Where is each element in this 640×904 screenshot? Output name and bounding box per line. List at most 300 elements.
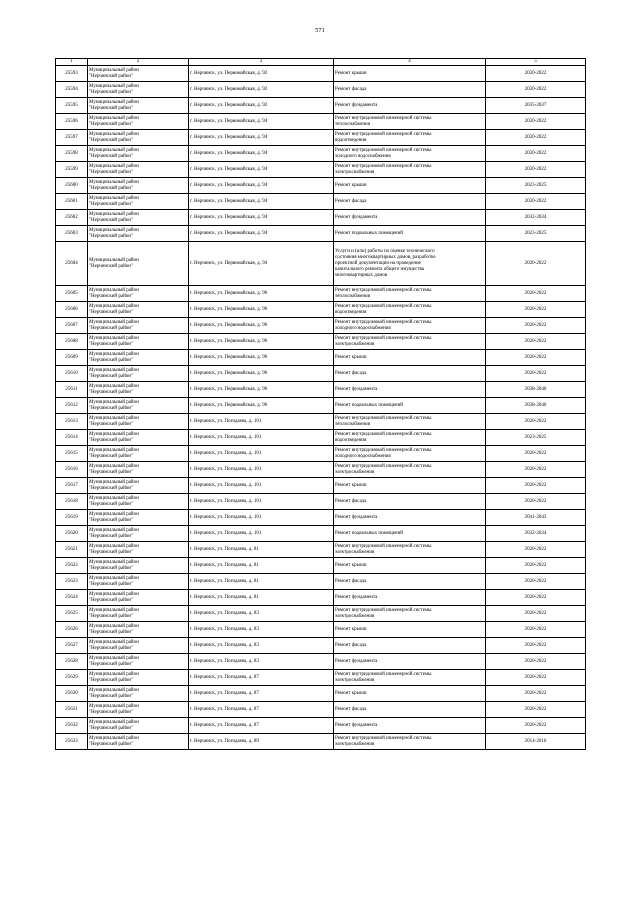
district-line: "Нерчинский район"	[89, 185, 133, 191]
district-cell	[88, 334, 189, 350]
period-cell: 2020-2022	[486, 606, 586, 622]
table-row	[56, 670, 586, 686]
address-cell: г. Нерчинск, ул. Погодаева, д. 87	[189, 702, 334, 718]
district-line: "Нерчинский район"	[89, 325, 133, 331]
work-type-line: Ремонт фундамента	[335, 658, 378, 664]
district-cell	[88, 130, 189, 146]
district-line: "Нерчинский район"	[89, 677, 133, 683]
address-cell: г. Нерчинск, ул. Погодаева, д. 89	[189, 734, 334, 750]
address-cell: г. Нерчинск, ул. Погодаева, д. 83	[189, 638, 334, 654]
address-cell: г. Нерчинск, ул. Погодаева, д. 101	[189, 510, 334, 526]
row-id-cell: 25602	[56, 210, 88, 226]
district-cell	[88, 462, 189, 478]
table-row	[56, 178, 586, 194]
work-type-line: Ремонт крыши	[335, 70, 367, 76]
row-id-cell: 25619	[56, 510, 88, 526]
district-line: "Нерчинский район"	[89, 613, 133, 619]
district-cell	[88, 446, 189, 462]
period-cell: 2014-2016	[486, 734, 586, 750]
address-cell: г. Нерчинск, ул. Погодаева, д. 81	[189, 558, 334, 574]
work-type-line: Ремонт фундамента	[335, 386, 378, 392]
work-type-cell	[334, 510, 486, 526]
district-cell	[88, 226, 189, 242]
work-type-cell	[334, 114, 486, 130]
district-cell	[88, 734, 189, 750]
period-cell: 2020-2022	[486, 718, 586, 734]
address-cell: г. Нерчинск, ул. Первомайская, д. 96	[189, 366, 334, 382]
address-cell: г. Нерчинск, ул. Погодаева, д. 83	[189, 606, 334, 622]
district-line: "Нерчинский район"	[89, 549, 133, 555]
work-type-cell	[334, 350, 486, 366]
work-type-line: электроснабжения	[335, 741, 375, 747]
district-line: "Нерчинский район"	[89, 293, 133, 299]
row-id-cell: 25629	[56, 670, 88, 686]
row-id-cell: 25626	[56, 622, 88, 638]
row-id-cell: 25593	[56, 66, 88, 82]
district-line: "Нерчинский район"	[89, 153, 133, 159]
row-id-cell: 25601	[56, 194, 88, 210]
table-row	[56, 382, 586, 398]
period-cell: 2020-2022	[486, 350, 586, 366]
address-cell: г. Нерчинск, ул. Первомайская, д. 94	[189, 130, 334, 146]
district-line: "Нерчинский район"	[89, 725, 133, 731]
work-type-line: Ремонт фундамента	[335, 514, 378, 520]
period-cell: 2020-2022	[486, 702, 586, 718]
work-type-line: теплоснабжения	[335, 293, 370, 299]
address-cell: г. Нерчинск, ул. Первомайская, д. 94	[189, 146, 334, 162]
district-cell	[88, 66, 189, 82]
address-cell: г. Нерчинск, ул. Первомайская, д. 94	[189, 226, 334, 242]
table-row	[56, 242, 586, 286]
district-line: Муниципальный район	[89, 495, 139, 501]
period-cell: 2020-2022	[486, 82, 586, 98]
district-line: Муниципальный район	[89, 527, 139, 533]
district-line: Муниципальный район	[89, 431, 139, 437]
period-cell: 2020-2022	[486, 686, 586, 702]
work-type-cell	[334, 162, 486, 178]
period-cell: 2020-2022	[486, 194, 586, 210]
row-id-cell: 25627	[56, 638, 88, 654]
work-type-cell	[334, 178, 486, 194]
district-line: Муниципальный район	[89, 99, 139, 105]
district-cell	[88, 638, 189, 654]
address-cell: г. Нерчинск, ул. Первомайская, д. 94	[189, 162, 334, 178]
table-row	[56, 542, 586, 558]
district-line: Муниципальный район	[89, 511, 139, 517]
district-line: "Нерчинский район"	[89, 597, 133, 603]
district-line: "Нерчинский район"	[89, 485, 133, 491]
row-id-cell: 25624	[56, 590, 88, 606]
period-cell: 2020-2022	[486, 654, 586, 670]
address-cell: г. Нерчинск, ул. Погодаева, д. 101	[189, 526, 334, 542]
row-id-cell: 25606	[56, 302, 88, 318]
table-row	[56, 226, 586, 242]
work-type-line: Ремонт крыши	[335, 182, 367, 188]
row-id-cell: 25617	[56, 478, 88, 494]
district-line: Муниципальный район	[89, 543, 139, 549]
period-cell: 2020-2022	[486, 446, 586, 462]
period-cell: 2020-2022	[486, 242, 586, 286]
work-type-cell	[334, 82, 486, 98]
table-row	[56, 590, 586, 606]
row-id-cell: 25596	[56, 114, 88, 130]
work-type-line: Ремонт внутридомовой инженерной системы	[335, 607, 432, 613]
table-row	[56, 510, 586, 526]
period-cell: 2020-2022	[486, 414, 586, 430]
table-row	[56, 398, 586, 414]
work-type-line: Ремонт внутридомовой инженерной системы	[335, 287, 432, 293]
address-cell: г. Нерчинск, ул. Погодаева, д. 101	[189, 430, 334, 446]
work-type-cell	[334, 398, 486, 414]
district-cell	[88, 146, 189, 162]
address-cell: г. Нерчинск, ул. Погодаева, д. 83	[189, 622, 334, 638]
period-cell: 2020-2022	[486, 638, 586, 654]
district-line: Муниципальный район	[89, 735, 139, 741]
row-id-cell: 25595	[56, 98, 88, 114]
district-cell	[88, 398, 189, 414]
work-type-cell	[334, 430, 486, 446]
work-type-line: холодного водоснабжения	[335, 325, 391, 331]
district-cell	[88, 606, 189, 622]
address-cell: г. Нерчинск, ул. Погодаева, д. 101	[189, 462, 334, 478]
table-row	[56, 98, 586, 114]
table-row	[56, 286, 586, 302]
address-cell: г. Нерчинск, ул. Погодаева, д. 101	[189, 478, 334, 494]
district-line: "Нерчинский район"	[89, 121, 133, 127]
period-cell: 2020-2022	[486, 318, 586, 334]
district-cell	[88, 194, 189, 210]
table-row	[56, 702, 586, 718]
address-cell: г. Нерчинск, ул. Первомайская, д. 96	[189, 334, 334, 350]
table-row	[56, 82, 586, 98]
address-cell: г. Нерчинск, ул. Первомайская, д. 96	[189, 382, 334, 398]
period-cell: 2020-2022	[486, 162, 586, 178]
work-type-cell	[334, 242, 486, 286]
column-header: 5	[486, 59, 586, 66]
work-type-cell	[334, 446, 486, 462]
address-cell: г. Нерчинск, ул. Погодаева, д. 81	[189, 542, 334, 558]
district-line: Муниципальный район	[89, 367, 139, 373]
district-line: "Нерчинский район"	[89, 405, 133, 411]
capital-repair-table	[55, 58, 586, 750]
page-number: 571	[315, 27, 325, 34]
district-cell	[88, 414, 189, 430]
period-cell: 2020-2022	[486, 478, 586, 494]
table-row	[56, 462, 586, 478]
district-cell	[88, 526, 189, 542]
work-type-line: Ремонт крыши	[335, 482, 367, 488]
work-type-cell	[334, 494, 486, 510]
work-type-cell	[334, 606, 486, 622]
work-type-cell	[334, 654, 486, 670]
address-cell: г. Нерчинск, ул. Погодаева, д. 101	[189, 414, 334, 430]
period-cell: 2020-2022	[486, 558, 586, 574]
district-line: Муниципальный район	[89, 639, 139, 645]
work-type-cell	[334, 718, 486, 734]
district-line: "Нерчинский район"	[89, 469, 133, 475]
row-id-cell: 25618	[56, 494, 88, 510]
address-cell: г. Нерчинск, ул. Первомайская, д. 94	[189, 242, 334, 286]
district-cell	[88, 686, 189, 702]
row-id-cell: 25616	[56, 462, 88, 478]
work-type-line: Ремонт внутридомовой инженерной системы	[335, 543, 432, 549]
district-line: "Нерчинский район"	[89, 341, 133, 347]
district-line: Муниципальный район	[89, 195, 139, 201]
table-row	[56, 194, 586, 210]
row-id-cell: 25597	[56, 130, 88, 146]
district-cell	[88, 382, 189, 398]
period-cell: 2035-2037	[486, 98, 586, 114]
column-header: 3	[189, 59, 334, 66]
district-line: "Нерчинский район"	[89, 137, 133, 143]
district-cell	[88, 302, 189, 318]
district-cell	[88, 590, 189, 606]
table-row	[56, 606, 586, 622]
row-id-cell: 25615	[56, 446, 88, 462]
district-line: "Нерчинский район"	[89, 645, 133, 651]
address-cell: г. Нерчинск, ул. Погодаева, д. 83	[189, 654, 334, 670]
row-id-cell: 25594	[56, 82, 88, 98]
work-type-line: Ремонт внутридомовой инженерной системы	[335, 671, 432, 677]
district-line: "Нерчинский район"	[89, 661, 133, 667]
row-id-cell: 25607	[56, 318, 88, 334]
district-line: "Нерчинский район"	[89, 501, 133, 507]
district-line: "Нерчинский район"	[89, 169, 133, 175]
period-cell: 2020-2022	[486, 302, 586, 318]
table-row	[56, 334, 586, 350]
work-type-line: Ремонт фасада	[335, 86, 367, 92]
work-type-cell	[334, 734, 486, 750]
period-cell: 2020-2022	[486, 462, 586, 478]
district-cell	[88, 350, 189, 366]
period-cell: 2020-2022	[486, 670, 586, 686]
district-cell	[88, 114, 189, 130]
district-cell	[88, 574, 189, 590]
row-id-cell: 25625	[56, 606, 88, 622]
column-header: 4	[334, 59, 486, 66]
row-id-cell: 25620	[56, 526, 88, 542]
work-type-line: Ремонт фундамента	[335, 594, 378, 600]
work-type-cell	[334, 382, 486, 398]
district-line: Муниципальный район	[89, 479, 139, 485]
district-line: "Нерчинский район"	[89, 73, 133, 79]
work-type-line: теплоснабжения	[335, 121, 370, 127]
work-type-cell	[334, 366, 486, 382]
table-body	[56, 66, 586, 750]
district-line: Муниципальный район	[89, 559, 139, 565]
district-line: Муниципальный район	[89, 463, 139, 469]
district-cell	[88, 654, 189, 670]
table-row	[56, 350, 586, 366]
district-cell	[88, 82, 189, 98]
work-type-line: Ремонт внутридомовой инженерной системы	[335, 303, 432, 309]
work-type-line: Ремонт внутридомовой инженерной системы	[335, 463, 432, 469]
period-cell: 2020-2022	[486, 366, 586, 382]
address-cell: г. Нерчинск, ул. Погодаева, д. 81	[189, 590, 334, 606]
row-id-cell: 25623	[56, 574, 88, 590]
district-line: Муниципальный район	[89, 131, 139, 137]
district-line: "Нерчинский район"	[89, 105, 133, 111]
table-row	[56, 114, 586, 130]
work-type-line: Ремонт подвальных помещений	[335, 402, 403, 408]
work-type-cell	[334, 210, 486, 226]
district-line: "Нерчинский район"	[89, 629, 133, 635]
work-type-line: электроснабжения	[335, 341, 375, 347]
work-type-line: Ремонт внутридомовой инженерной системы	[335, 431, 432, 437]
row-id-cell: 25599	[56, 162, 88, 178]
column-header: 2	[88, 59, 189, 66]
table-row	[56, 414, 586, 430]
address-cell: г. Нерчинск, ул. Первомайская, д. 96	[189, 350, 334, 366]
work-type-line: водоотведения	[335, 137, 367, 143]
row-id-cell: 25603	[56, 226, 88, 242]
row-id-cell: 25633	[56, 734, 88, 750]
work-type-cell	[334, 622, 486, 638]
table-row	[56, 446, 586, 462]
period-cell: 2020-2022	[486, 66, 586, 82]
table-row	[56, 162, 586, 178]
row-id-cell: 25632	[56, 718, 88, 734]
district-cell	[88, 622, 189, 638]
row-id-cell: 25613	[56, 414, 88, 430]
work-type-line: Ремонт внутридомовой инженерной системы	[335, 131, 432, 137]
district-line: Муниципальный район	[89, 163, 139, 169]
work-type-cell	[334, 130, 486, 146]
district-line: Муниципальный район	[89, 67, 139, 73]
district-line: Муниципальный район	[89, 607, 139, 613]
district-line: Муниципальный район	[89, 227, 139, 233]
district-cell	[88, 242, 189, 286]
period-cell: 2020-2022	[486, 334, 586, 350]
row-id-cell: 25628	[56, 654, 88, 670]
work-type-line: состояния многоквартирных домов, разработке	[335, 254, 436, 260]
table-row	[56, 734, 586, 750]
address-cell: г. Нерчинск, ул. Первомайская, д. 94	[189, 114, 334, 130]
district-line: Муниципальный район	[89, 383, 139, 389]
district-line: Муниципальный район	[89, 351, 139, 357]
district-line: Муниципальный район	[89, 211, 139, 217]
district-cell	[88, 210, 189, 226]
work-type-line: электроснабжения	[335, 469, 375, 475]
district-line: Муниципальный район	[89, 671, 139, 677]
district-cell	[88, 178, 189, 194]
work-type-cell	[334, 702, 486, 718]
period-cell: 2023-2025	[486, 430, 586, 446]
table-row	[56, 654, 586, 670]
work-type-line: Ремонт подвальных помещений	[335, 230, 403, 236]
work-type-line: Ремонт крыши	[335, 626, 367, 632]
period-cell: 2020-2022	[486, 590, 586, 606]
district-line: "Нерчинский район"	[89, 437, 133, 443]
row-id-cell: 25622	[56, 558, 88, 574]
district-cell	[88, 98, 189, 114]
work-type-line: Ремонт внутридомовой инженерной системы	[335, 319, 432, 325]
period-cell: 2032-2034	[486, 526, 586, 542]
table-row	[56, 318, 586, 334]
work-type-line: Ремонт внутридомовой инженерной системы	[335, 335, 432, 341]
table-row	[56, 66, 586, 82]
district-line: "Нерчинский район"	[89, 373, 133, 379]
work-type-line: теплоснабжения	[335, 421, 370, 427]
work-type-cell	[334, 318, 486, 334]
district-line: "Нерчинский район"	[89, 565, 133, 571]
address-cell: г. Нерчинск, ул. Первомайская, д. 96	[189, 302, 334, 318]
table-row	[56, 146, 586, 162]
district-cell	[88, 494, 189, 510]
district-line: Муниципальный район	[89, 655, 139, 661]
district-line: "Нерчинский район"	[89, 709, 133, 715]
district-line: "Нерчинский район"	[89, 233, 133, 239]
work-type-line: Ремонт подвальных помещений	[335, 530, 403, 536]
work-type-line: Ремонт внутридомовой инженерной системы	[335, 163, 432, 169]
row-id-cell: 25598	[56, 146, 88, 162]
district-line: Муниципальный район	[89, 447, 139, 453]
table-row	[56, 686, 586, 702]
work-type-cell	[334, 414, 486, 430]
work-type-line: Ремонт фундамента	[335, 102, 378, 108]
address-cell: г. Нерчинск, ул. Первомайская, д. 94	[189, 194, 334, 210]
period-cell: 2038-2040	[486, 398, 586, 414]
row-id-cell: 25605	[56, 286, 88, 302]
district-cell	[88, 558, 189, 574]
address-cell: г. Нерчинск, ул. Первомайская, д. 96	[189, 398, 334, 414]
district-line: "Нерчинский район"	[89, 217, 133, 223]
district-line: Муниципальный район	[89, 319, 139, 325]
address-cell: г. Нерчинск, ул. Первомайская, д. 96	[189, 318, 334, 334]
district-line: Муниципальный район	[89, 115, 139, 121]
period-cell: 2041-2043	[486, 510, 586, 526]
address-cell: г. Нерчинск, ул. Первомайская, д. 96	[189, 286, 334, 302]
work-type-cell	[334, 590, 486, 606]
district-line: "Нерчинский район"	[89, 741, 133, 747]
address-cell: г. Нерчинск, ул. Погодаева, д. 101	[189, 494, 334, 510]
table-row	[56, 638, 586, 654]
district-line: "Нерчинский район"	[89, 89, 133, 95]
district-cell	[88, 286, 189, 302]
address-cell: г. Нерчинск, ул. Погодаева, д. 87	[189, 670, 334, 686]
work-type-cell	[334, 146, 486, 162]
work-type-line: электроснабжения	[335, 613, 375, 619]
district-line: "Нерчинский район"	[89, 581, 133, 587]
period-cell: 2020-2022	[486, 130, 586, 146]
work-type-cell	[334, 462, 486, 478]
address-cell: г. Нерчинск, ул. Погодаева, д. 101	[189, 446, 334, 462]
work-type-line: Ремонт крыши	[335, 562, 367, 568]
column-header: 1	[56, 59, 88, 66]
district-cell	[88, 430, 189, 446]
work-type-line: Ремонт фасада	[335, 578, 367, 584]
work-type-cell	[334, 286, 486, 302]
work-type-cell	[334, 478, 486, 494]
district-line: Муниципальный район	[89, 83, 139, 89]
table-row	[56, 558, 586, 574]
period-cell: 2020-2022	[486, 286, 586, 302]
table-row	[56, 130, 586, 146]
row-id-cell: 25631	[56, 702, 88, 718]
district-line: "Нерчинский район"	[89, 389, 133, 395]
row-id-cell: 25621	[56, 542, 88, 558]
work-type-cell	[334, 98, 486, 114]
row-id-cell: 25604	[56, 242, 88, 286]
district-line: Муниципальный район	[89, 703, 139, 709]
address-cell: г. Нерчинск, ул. Первомайская, д. 92	[189, 66, 334, 82]
address-cell: г. Нерчинск, ул. Первомайская, д. 94	[189, 210, 334, 226]
row-id-cell: 25630	[56, 686, 88, 702]
district-line: Муниципальный район	[89, 147, 139, 153]
district-line: "Нерчинский район"	[89, 693, 133, 699]
work-type-cell	[334, 302, 486, 318]
period-cell: 2020-2022	[486, 542, 586, 558]
